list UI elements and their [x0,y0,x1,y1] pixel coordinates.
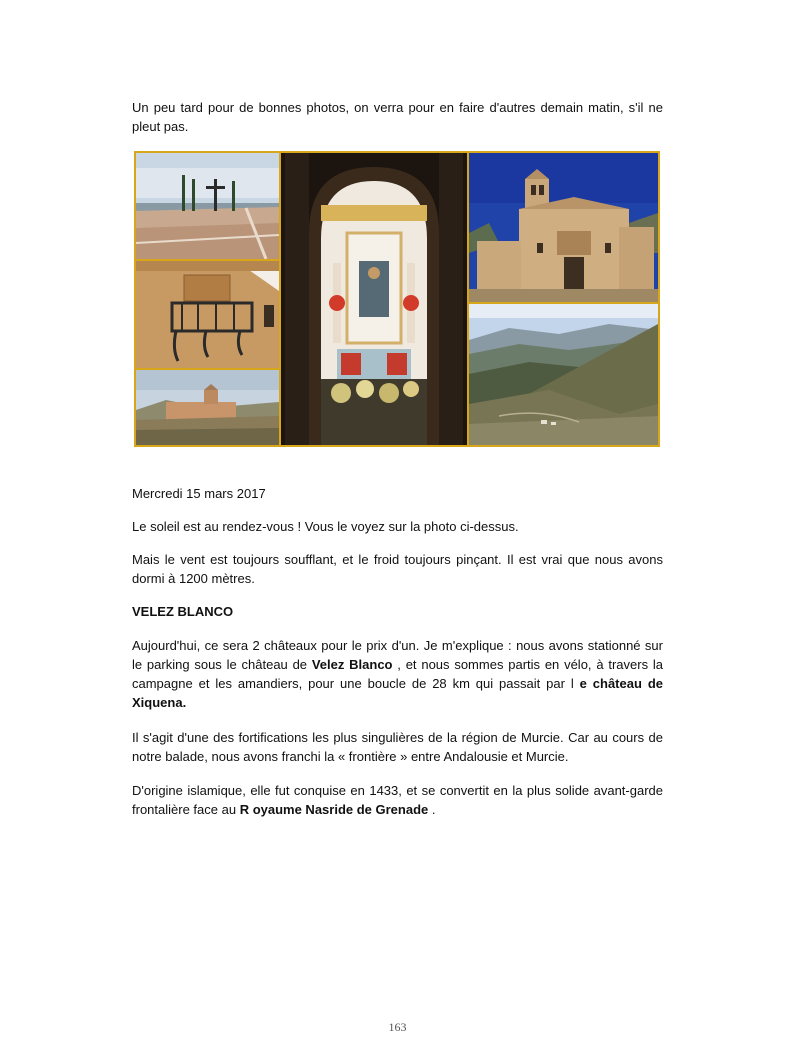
photo-ornate-balcony [136,261,279,368]
castles-text-a: Aujourd'hui, ce sera 2 châteaux pour le prix d'un. Je m'explique : nous avons stationné sur le parking sous le château de [132,638,663,672]
page-number: 163 [388,1020,407,1034]
photo-plaza-with-cross [136,153,279,259]
photo-collage [134,151,660,447]
sun-paragraph: Le soleil est au rendez-vous ! Vous le voyez sur la photo ci-dessus. [132,519,519,534]
wind-paragraph: Mais le vent est toujours soufflant, et le froid toujours pinçant. Il est vrai que nous avons dormi à 1200 mètres. [132,552,663,586]
photo-hilltop-monastery [136,370,279,445]
photo-altar-niche [281,153,467,445]
castles-text-c: , et nous sommes partis en vélo, à travers la campagne et les amandiers, pour une boucle de 28 km qui passait par l [132,657,663,691]
xiquena-bold: e château de Xiquena. [132,676,663,710]
origin-text-a: D'origine islamique, elle fut conquise en 1433, et se convertit en la plus solide avant-garde frontalière face au [132,783,663,817]
origin-paragraph [132,781,663,819]
castles-paragraph [132,636,663,712]
photo-church-facade [469,153,658,302]
fortifications-paragraph: Il s'agit d'une des fortifications les plus singulières de la région de Murcie. Car au cours de notre balade, nous avons franchi la « frontière » entre Andalousie et Murcie. [132,730,663,764]
intro-paragraph: Un peu tard pour de bonnes photos, on verra pour en faire d'autres demain matin, s'il ne pleut pas. [132,100,663,134]
origin-text-c: . [428,802,436,817]
photo-mountain-valley [469,304,658,445]
royaume-bold: R oyaume Nasride de Grenade [239,802,429,817]
section-heading: VELEZ BLANCO [132,604,234,619]
date-line: Mercredi 15 mars 2017 [132,486,266,501]
velez-blanco-bold: Velez Blanco [311,657,393,672]
